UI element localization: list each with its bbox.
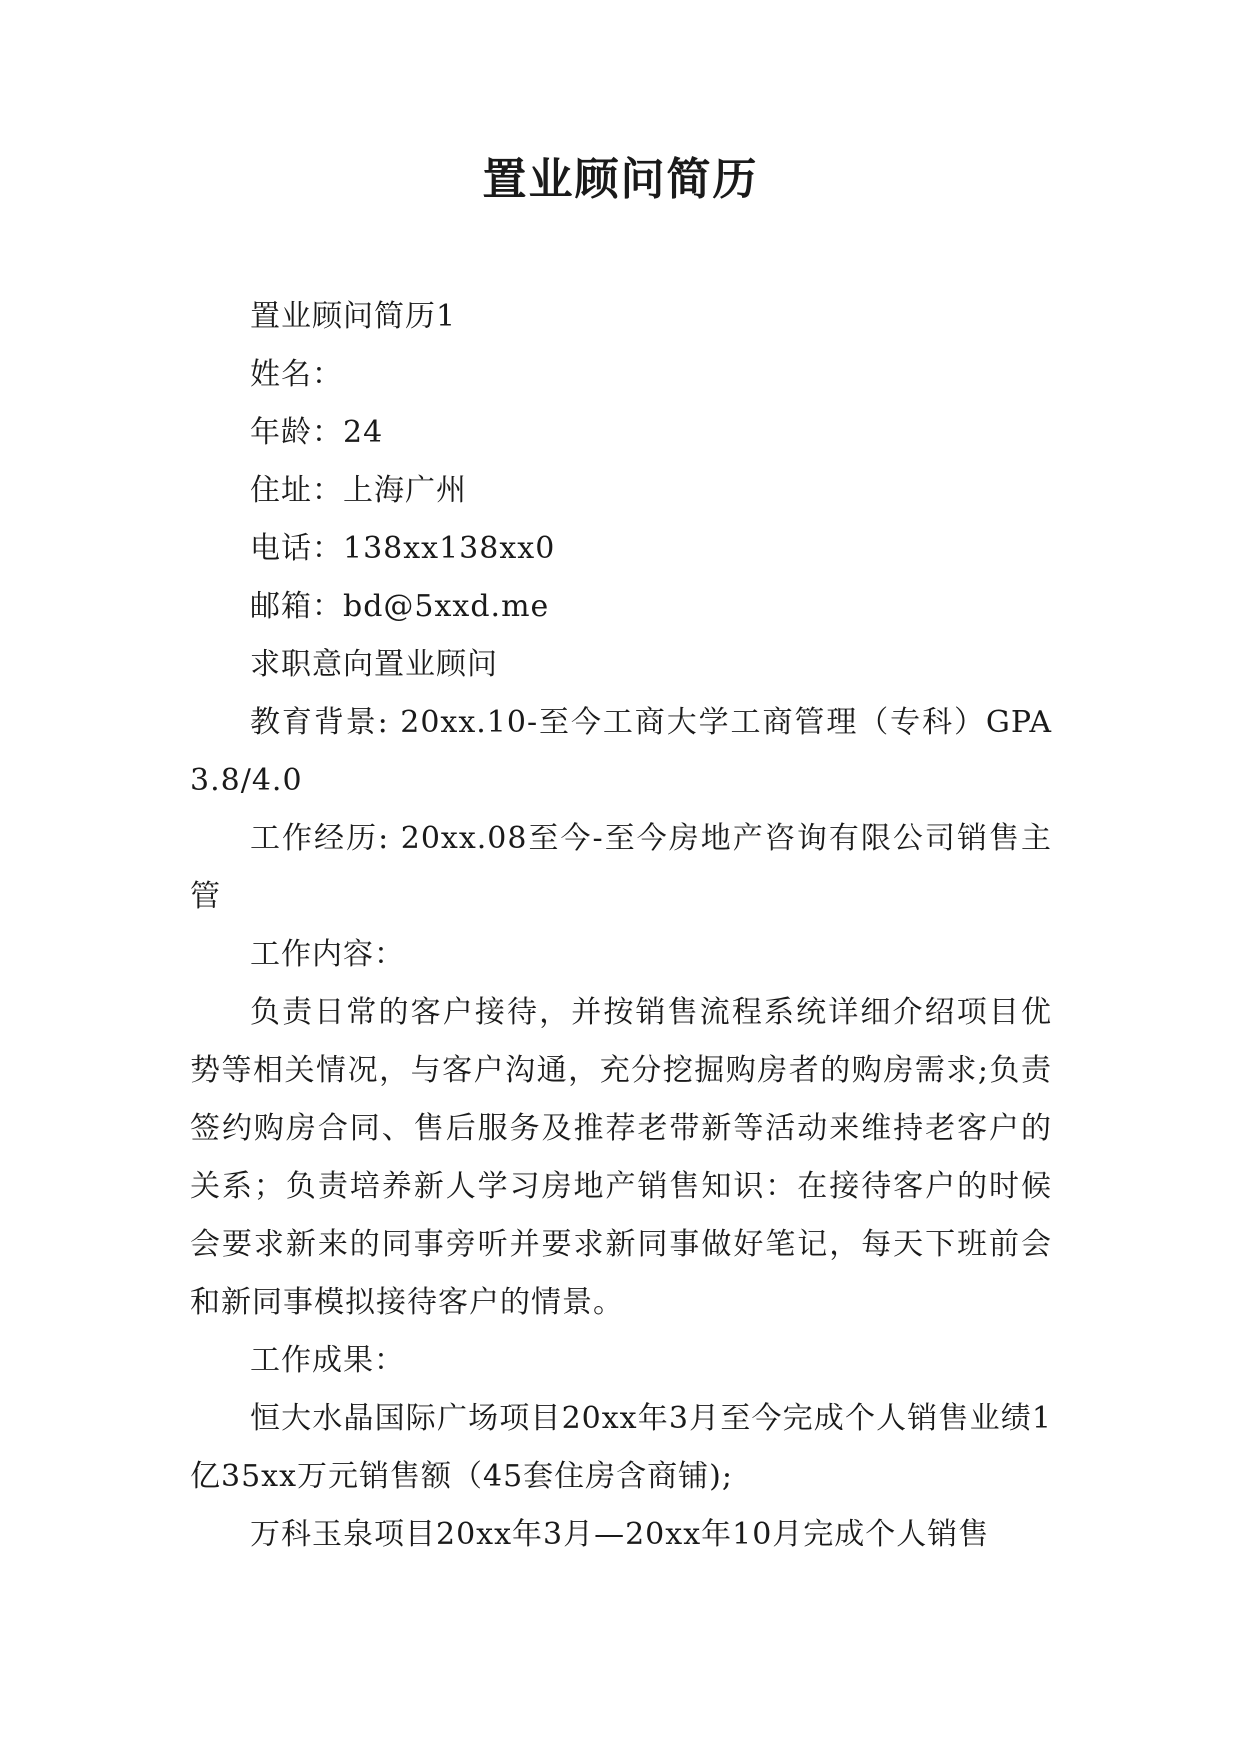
paragraph-work-content: 负责日常的客户接待，并按销售流程系统详细介绍项目优势等相关情况，与客户沟通，充分挖掘购房者的购房需求;负责签约购房合同、售后服务及推荐老带新等活动来维持老客户的关系；负责培养新人学习房地产销售知识：在接待客户的时候会要求新来的同事旁听并要求新同事做好笔记，每天下班前会和新同事模拟接待客户的情景。 bbox=[190, 995, 1052, 1320]
paragraph-achievement-1: 恒大水晶国际广场项目20xx年3月至今完成个人销售业绩1亿35xx万元销售额（45套住房含商铺); bbox=[190, 1401, 1052, 1494]
paragraph-name: 姓名： bbox=[250, 357, 343, 392]
document-body bbox=[190, 288, 1052, 1564]
paragraph-education: 教育背景: 20xx.10-至今工商大学工商管理（专科）GPA 3.8/4.0 bbox=[190, 705, 1052, 798]
paragraph-email: 邮箱：bd@5xxd.me bbox=[250, 589, 550, 624]
paragraph-age: 年龄：24 bbox=[250, 415, 384, 450]
paragraph-work-content-heading: 工作内容： bbox=[250, 937, 405, 972]
document-title: 置业顾问简历 bbox=[482, 154, 759, 205]
paragraph-address: 住址：上海广州 bbox=[250, 473, 467, 508]
paragraph-achievement-2: 万科玉泉项目20xx年3月—20xx年10月完成个人销售 bbox=[250, 1517, 990, 1552]
paragraph-achievements-heading: 工作成果： bbox=[250, 1343, 405, 1378]
paragraph-job-intention: 求职意向置业顾问 bbox=[250, 647, 498, 682]
paragraph-phone: 电话：138xx138xx0 bbox=[250, 531, 556, 566]
paragraph-resume-heading: 置业顾问简历1 bbox=[250, 299, 457, 334]
paragraph-work-experience: 工作经历: 20xx.08至今-至今房地产咨询有限公司销售主管 bbox=[190, 821, 1052, 914]
